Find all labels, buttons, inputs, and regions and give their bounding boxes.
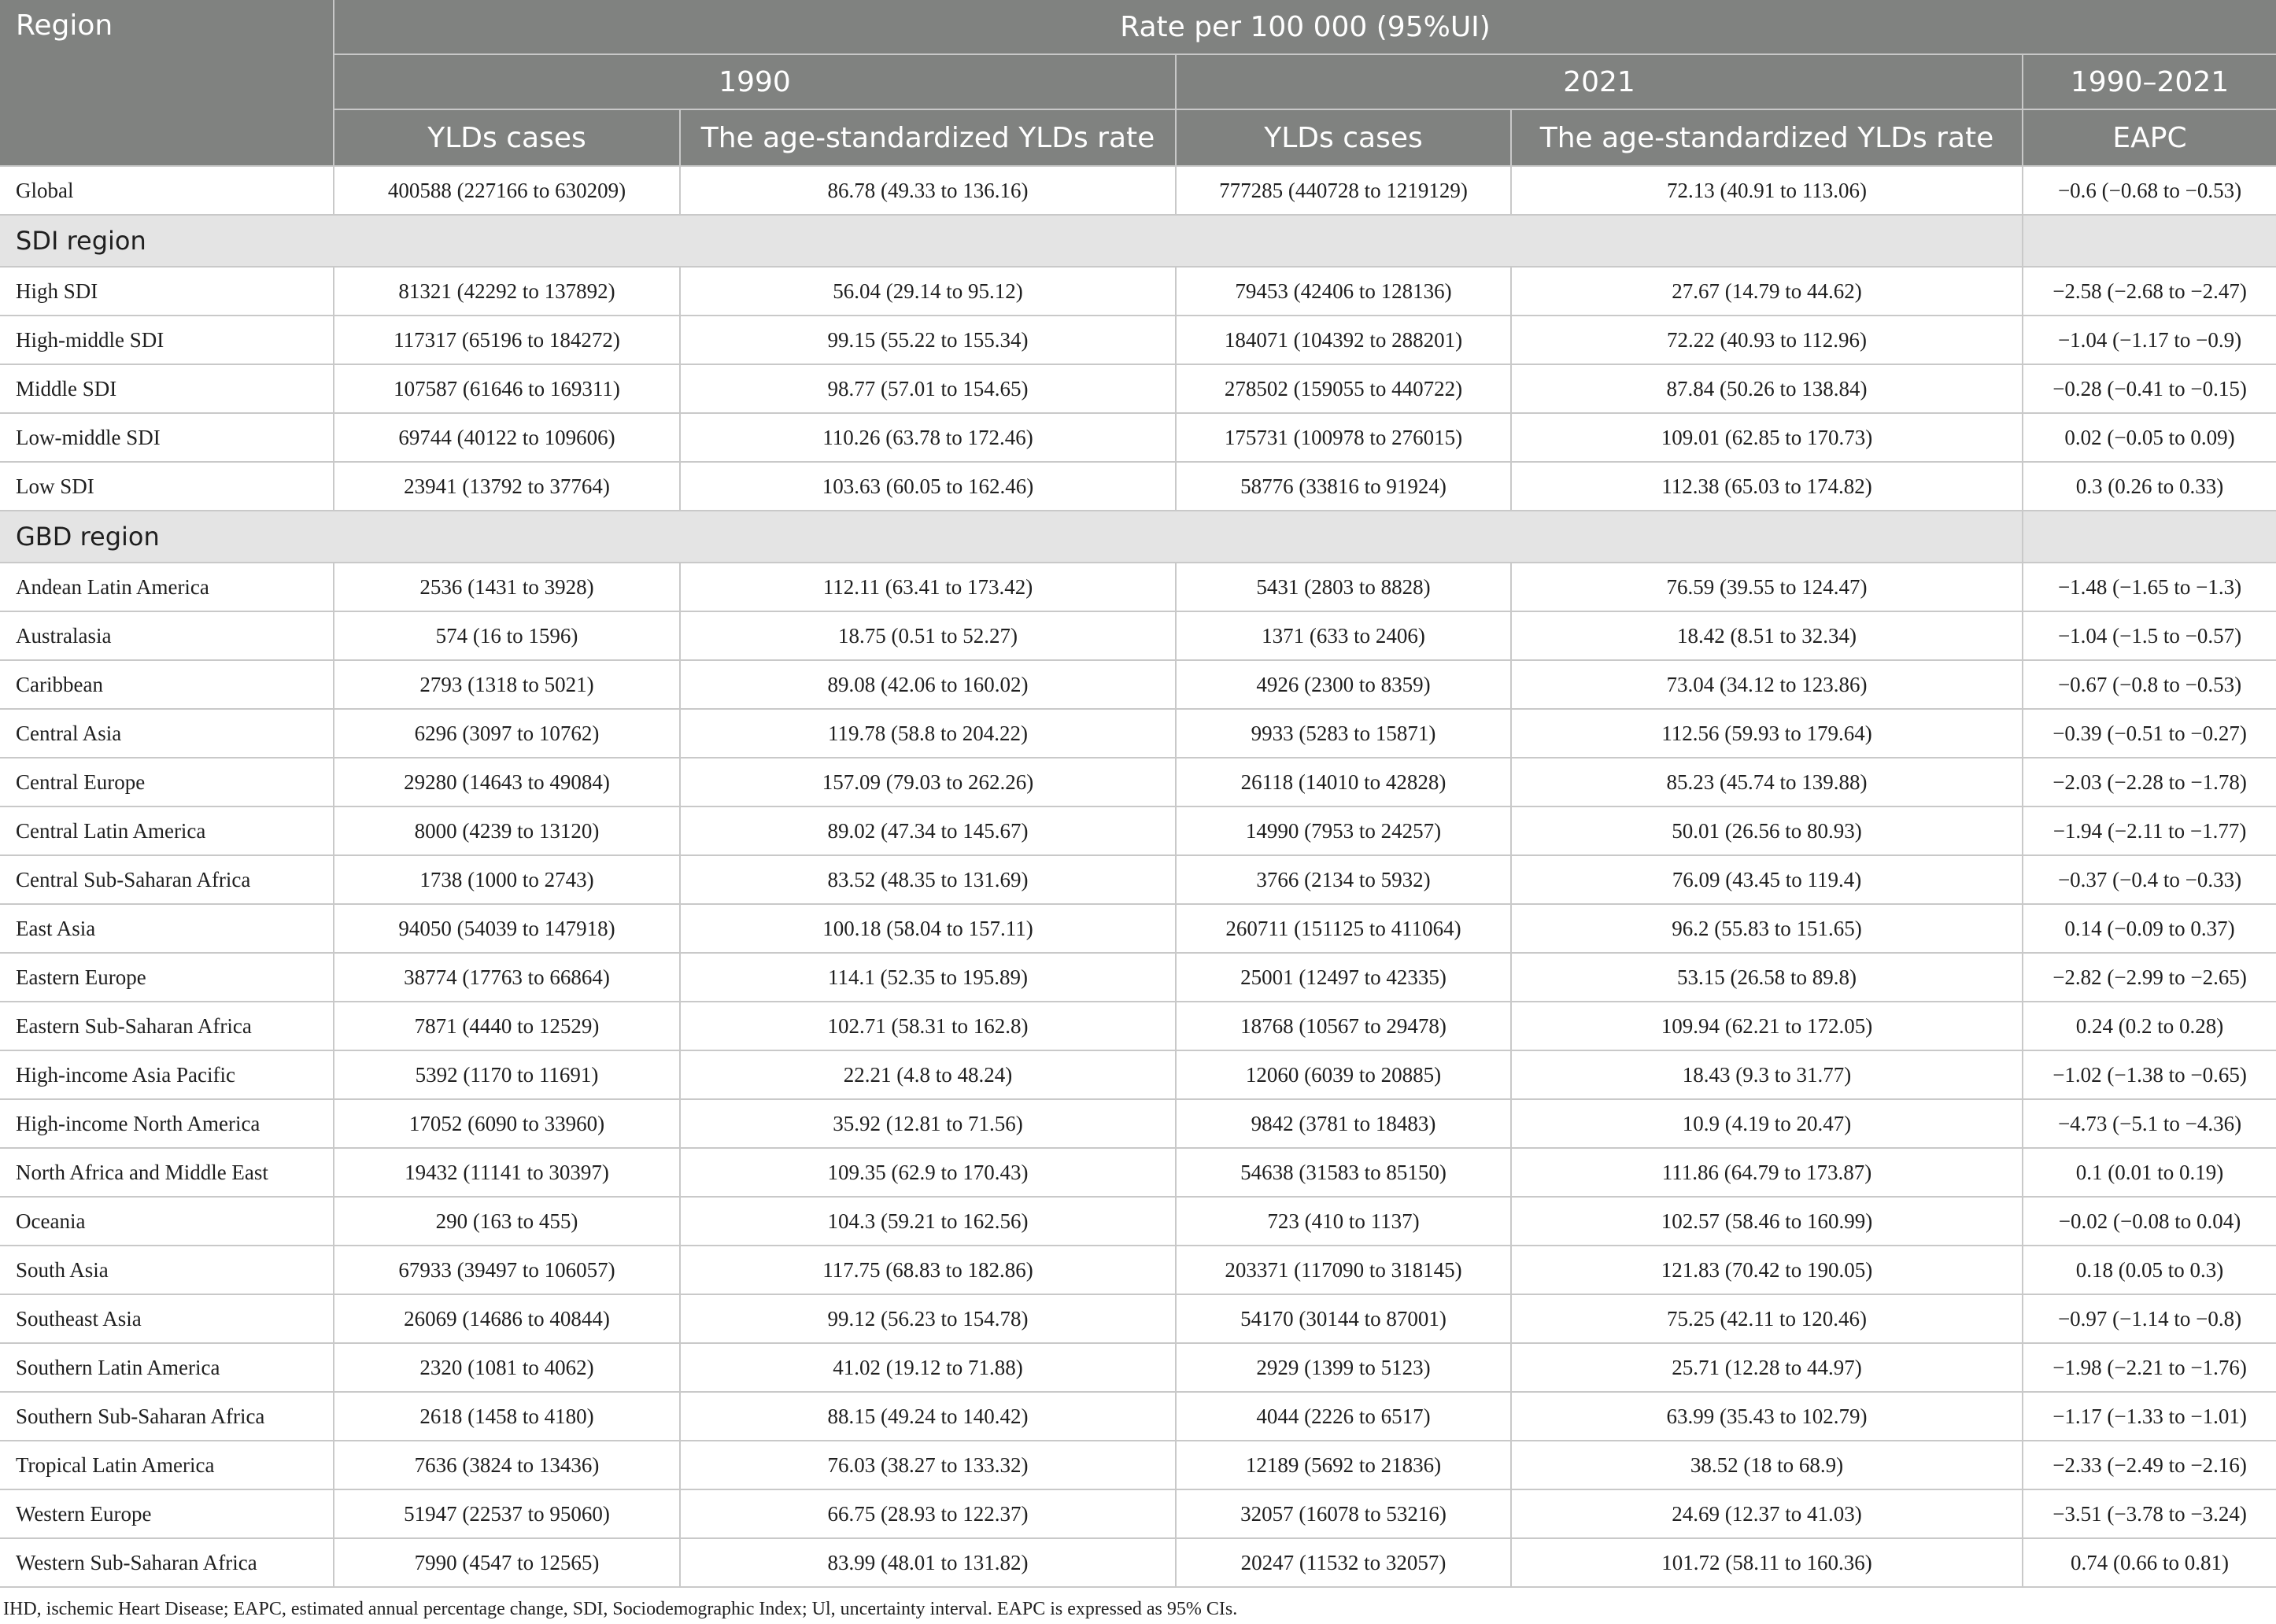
rate-2021-cell: 87.84 (50.26 to 138.84) bbox=[1511, 364, 2023, 413]
rate-1990-cell: 114.1 (52.35 to 195.89) bbox=[680, 953, 1176, 1002]
table-row bbox=[0, 1246, 2276, 1294]
eapc-cell: −0.39 (−0.51 to −0.27) bbox=[2023, 709, 2276, 758]
cases-1990-cell: 29280 (14643 to 49084) bbox=[334, 758, 680, 806]
rate-2021-cell: 76.59 (39.55 to 124.47) bbox=[1511, 563, 2023, 611]
rate-2021-cell: 72.22 (40.93 to 112.96) bbox=[1511, 316, 2023, 364]
cases-1990-cell: 19432 (11141 to 30397) bbox=[334, 1148, 680, 1197]
table-row bbox=[0, 413, 2276, 462]
table-row bbox=[0, 1538, 2276, 1587]
cases-2021-cell: 723 (410 to 1137) bbox=[1176, 1197, 1511, 1246]
eapc-header: EAPC bbox=[2023, 109, 2276, 166]
rate-1990-cell: 103.63 (60.05 to 162.46) bbox=[680, 462, 1176, 511]
region-cell: Low-middle SDI bbox=[0, 413, 334, 462]
rate-1990-cell: 83.99 (48.01 to 131.82) bbox=[680, 1538, 1176, 1587]
region-cell: High-income Asia Pacific bbox=[0, 1050, 334, 1099]
cases-1990-cell: 1738 (1000 to 2743) bbox=[334, 855, 680, 904]
cases-2021-cell: 203371 (117090 to 318145) bbox=[1176, 1246, 1511, 1294]
year-1990-header: 1990 bbox=[334, 54, 1176, 109]
rate-1990-cell: 117.75 (68.83 to 182.86) bbox=[680, 1246, 1176, 1294]
rate-1990-cell: 99.12 (56.23 to 154.78) bbox=[680, 1294, 1176, 1343]
table-row bbox=[0, 1002, 2276, 1050]
cases-1990-cell: 574 (16 to 1596) bbox=[334, 611, 680, 660]
rate-2021-cell: 76.09 (43.45 to 119.4) bbox=[1511, 855, 2023, 904]
cases-1990-cell: 51947 (22537 to 95060) bbox=[334, 1489, 680, 1538]
rate-2021-cell: 53.15 (26.58 to 89.8) bbox=[1511, 953, 2023, 1002]
eapc-cell: −0.37 (−0.4 to −0.33) bbox=[2023, 855, 2276, 904]
rate-2021-cell: 109.01 (62.85 to 170.73) bbox=[1511, 413, 2023, 462]
rate-1990-cell: 89.08 (42.06 to 160.02) bbox=[680, 660, 1176, 709]
eapc-cell: 0.74 (0.66 to 0.81) bbox=[2023, 1538, 2276, 1587]
table-body bbox=[0, 166, 2276, 1587]
region-cell: East Asia bbox=[0, 904, 334, 953]
cases-1990-cell: 67933 (39497 to 106057) bbox=[334, 1246, 680, 1294]
eapc-cell: −1.04 (−1.5 to −0.57) bbox=[2023, 611, 2276, 660]
rate-1990-cell: 56.04 (29.14 to 95.12) bbox=[680, 267, 1176, 316]
rate-2021-cell: 63.99 (35.43 to 102.79) bbox=[1511, 1392, 2023, 1441]
rate-1990-cell: 86.78 (49.33 to 136.16) bbox=[680, 166, 1176, 215]
eapc-cell: −2.58 (−2.68 to −2.47) bbox=[2023, 267, 2276, 316]
region-cell: Eastern Sub-Saharan Africa bbox=[0, 1002, 334, 1050]
region-column-header: Region bbox=[0, 0, 334, 166]
rate-1990-cell: 66.75 (28.93 to 122.37) bbox=[680, 1489, 1176, 1538]
rate-1990-cell: 99.15 (55.22 to 155.34) bbox=[680, 316, 1176, 364]
region-cell: Oceania bbox=[0, 1197, 334, 1246]
table-row bbox=[0, 563, 2276, 611]
region-cell: Southern Latin America bbox=[0, 1343, 334, 1392]
year-2021-header: 2021 bbox=[1176, 54, 2023, 109]
rate-2021-cell: 101.72 (58.11 to 160.36) bbox=[1511, 1538, 2023, 1587]
region-cell: Southern Sub-Saharan Africa bbox=[0, 1392, 334, 1441]
eapc-cell: −0.28 (−0.41 to −0.15) bbox=[2023, 364, 2276, 413]
table-row bbox=[0, 806, 2276, 855]
rate-1990-cell: 88.15 (49.24 to 140.42) bbox=[680, 1392, 1176, 1441]
table-row bbox=[0, 364, 2276, 413]
cases-2021-cell: 18768 (10567 to 29478) bbox=[1176, 1002, 1511, 1050]
rate-2021-cell: 25.71 (12.28 to 44.97) bbox=[1511, 1343, 2023, 1392]
table-row bbox=[0, 462, 2276, 511]
rate-1990-cell: 18.75 (0.51 to 52.27) bbox=[680, 611, 1176, 660]
table-row bbox=[0, 953, 2276, 1002]
eapc-cell: 0.14 (−0.09 to 0.37) bbox=[2023, 904, 2276, 953]
eapc-cell: −3.51 (−3.78 to −3.24) bbox=[2023, 1489, 2276, 1538]
rate-1990-cell: 89.02 (47.34 to 145.67) bbox=[680, 806, 1176, 855]
cases-2021-cell: 4044 (2226 to 6517) bbox=[1176, 1392, 1511, 1441]
eapc-cell: −1.02 (−1.38 to −0.65) bbox=[2023, 1050, 2276, 1099]
cases-1990-cell: 107587 (61646 to 169311) bbox=[334, 364, 680, 413]
rate-2021-cell: 112.56 (59.93 to 179.64) bbox=[1511, 709, 2023, 758]
eapc-cell: −0.67 (−0.8 to −0.53) bbox=[2023, 660, 2276, 709]
table-row bbox=[0, 1148, 2276, 1197]
cases-2021-cell: 25001 (12497 to 42335) bbox=[1176, 953, 1511, 1002]
rate-1990-cell: 35.92 (12.81 to 71.56) bbox=[680, 1099, 1176, 1148]
eapc-cell: −2.33 (−2.49 to −2.16) bbox=[2023, 1441, 2276, 1489]
region-cell: High-income North America bbox=[0, 1099, 334, 1148]
cases-1990-cell: 400588 (227166 to 630209) bbox=[334, 166, 680, 215]
rate-1990-cell: 119.78 (58.8 to 204.22) bbox=[680, 709, 1176, 758]
cases-1990-cell: 94050 (54039 to 147918) bbox=[334, 904, 680, 953]
region-cell: Central Europe bbox=[0, 758, 334, 806]
cases-1990-cell: 2536 (1431 to 3928) bbox=[334, 563, 680, 611]
region-cell: Australasia bbox=[0, 611, 334, 660]
rate-1990-cell: 110.26 (63.78 to 172.46) bbox=[680, 413, 1176, 462]
rate-2021-cell: 27.67 (14.79 to 44.62) bbox=[1511, 267, 2023, 316]
rate-2021-cell: 10.9 (4.19 to 20.47) bbox=[1511, 1099, 2023, 1148]
region-cell: Middle SDI bbox=[0, 364, 334, 413]
rate-1990-cell: 22.21 (4.8 to 48.24) bbox=[680, 1050, 1176, 1099]
cases-1990-cell: 23941 (13792 to 37764) bbox=[334, 462, 680, 511]
sdi-section-header bbox=[0, 215, 2276, 267]
cases-1990-cell: 17052 (6090 to 33960) bbox=[334, 1099, 680, 1148]
cases-2021-cell: 79453 (42406 to 128136) bbox=[1176, 267, 1511, 316]
region-cell: Southeast Asia bbox=[0, 1294, 334, 1343]
region-cell: Low SDI bbox=[0, 462, 334, 511]
rate-group-header: Rate per 100 000 (95%UI) bbox=[334, 0, 2276, 54]
table-row bbox=[0, 660, 2276, 709]
cases-1990-cell: 7990 (4547 to 12565) bbox=[334, 1538, 680, 1587]
region-cell: Central Sub-Saharan Africa bbox=[0, 855, 334, 904]
cases-2021-cell: 777285 (440728 to 1219129) bbox=[1176, 166, 1511, 215]
eapc-cell: −0.02 (−0.08 to 0.04) bbox=[2023, 1197, 2276, 1246]
rate-1990-cell: 41.02 (19.12 to 71.88) bbox=[680, 1343, 1176, 1392]
eapc-cell: −2.03 (−2.28 to −1.78) bbox=[2023, 758, 2276, 806]
rate-1990-cell: 83.52 (48.35 to 131.69) bbox=[680, 855, 1176, 904]
cases-1990-cell: 81321 (42292 to 137892) bbox=[334, 267, 680, 316]
eapc-cell: −1.04 (−1.17 to −0.9) bbox=[2023, 316, 2276, 364]
table-row bbox=[0, 709, 2276, 758]
cases-1990-cell: 117317 (65196 to 184272) bbox=[334, 316, 680, 364]
rate-1990-cell: 104.3 (59.21 to 162.56) bbox=[680, 1197, 1176, 1246]
region-cell: Eastern Europe bbox=[0, 953, 334, 1002]
rate-1990-cell: 112.11 (63.41 to 173.42) bbox=[680, 563, 1176, 611]
cases-1990-cell: 69744 (40122 to 109606) bbox=[334, 413, 680, 462]
rate-2021-cell: 18.43 (9.3 to 31.77) bbox=[1511, 1050, 2023, 1099]
rate-1990-cell: 157.09 (79.03 to 262.26) bbox=[680, 758, 1176, 806]
table-row bbox=[0, 316, 2276, 364]
cases-2021-cell: 54638 (31583 to 85150) bbox=[1176, 1148, 1511, 1197]
global-row bbox=[0, 166, 2276, 215]
section-empty-cell bbox=[2023, 511, 2276, 563]
rate-2021-cell: 72.13 (40.91 to 113.06) bbox=[1511, 166, 2023, 215]
cases-2021-cell: 26118 (14010 to 42828) bbox=[1176, 758, 1511, 806]
cases-2021-cell: 54170 (30144 to 87001) bbox=[1176, 1294, 1511, 1343]
rate-2021-header: The age-standardized YLDs rate bbox=[1511, 109, 2023, 166]
region-cell: Western Sub-Saharan Africa bbox=[0, 1538, 334, 1587]
table-row bbox=[0, 1392, 2276, 1441]
table-row bbox=[0, 611, 2276, 660]
region-cell: High-middle SDI bbox=[0, 316, 334, 364]
rate-2021-cell: 50.01 (26.56 to 80.93) bbox=[1511, 806, 2023, 855]
table-row bbox=[0, 1197, 2276, 1246]
region-cell: High SDI bbox=[0, 267, 334, 316]
eapc-cell: −1.48 (−1.65 to −1.3) bbox=[2023, 563, 2276, 611]
cases-2021-cell: 278502 (159055 to 440722) bbox=[1176, 364, 1511, 413]
rate-2021-cell: 73.04 (34.12 to 123.86) bbox=[1511, 660, 2023, 709]
rate-2021-cell: 75.25 (42.11 to 120.46) bbox=[1511, 1294, 2023, 1343]
cases-2021-cell: 3766 (2134 to 5932) bbox=[1176, 855, 1511, 904]
cases-2021-header: YLDs cases bbox=[1176, 109, 1511, 166]
eapc-cell: −1.94 (−2.11 to −1.77) bbox=[2023, 806, 2276, 855]
eapc-cell: −1.17 (−1.33 to −1.01) bbox=[2023, 1392, 2276, 1441]
region-cell: South Asia bbox=[0, 1246, 334, 1294]
rate-1990-header: The age-standardized YLDs rate bbox=[680, 109, 1176, 166]
table-row bbox=[0, 1099, 2276, 1148]
table-row bbox=[0, 1489, 2276, 1538]
rate-2021-cell: 85.23 (45.74 to 139.88) bbox=[1511, 758, 2023, 806]
cases-2021-cell: 5431 (2803 to 8828) bbox=[1176, 563, 1511, 611]
cases-2021-cell: 9933 (5283 to 15871) bbox=[1176, 709, 1511, 758]
rate-1990-cell: 109.35 (62.9 to 170.43) bbox=[680, 1148, 1176, 1197]
cases-2021-cell: 175731 (100978 to 276015) bbox=[1176, 413, 1511, 462]
eapc-cell: 0.3 (0.26 to 0.33) bbox=[2023, 462, 2276, 511]
table-row bbox=[0, 1343, 2276, 1392]
eapc-cell: 0.1 (0.01 to 0.19) bbox=[2023, 1148, 2276, 1197]
cases-2021-cell: 9842 (3781 to 18483) bbox=[1176, 1099, 1511, 1148]
cases-2021-cell: 12189 (5692 to 21836) bbox=[1176, 1441, 1511, 1489]
section-empty-cell bbox=[2023, 215, 2276, 267]
cases-1990-cell: 26069 (14686 to 40844) bbox=[334, 1294, 680, 1343]
rate-2021-cell: 102.57 (58.46 to 160.99) bbox=[1511, 1197, 2023, 1246]
cases-1990-cell: 290 (163 to 455) bbox=[334, 1197, 680, 1246]
cases-1990-cell: 2320 (1081 to 4062) bbox=[334, 1343, 680, 1392]
eapc-cell: −4.73 (−5.1 to −4.36) bbox=[2023, 1099, 2276, 1148]
eapc-cell: −0.6 (−0.68 to −0.53) bbox=[2023, 166, 2276, 215]
cases-2021-cell: 20247 (11532 to 32057) bbox=[1176, 1538, 1511, 1587]
section-label: GBD region bbox=[0, 511, 2023, 563]
eapc-cell: 0.02 (−0.05 to 0.09) bbox=[2023, 413, 2276, 462]
cases-2021-cell: 58776 (33816 to 91924) bbox=[1176, 462, 1511, 511]
rate-2021-cell: 38.52 (18 to 68.9) bbox=[1511, 1441, 2023, 1489]
table-row bbox=[0, 1441, 2276, 1489]
table-row bbox=[0, 1050, 2276, 1099]
cases-2021-cell: 2929 (1399 to 5123) bbox=[1176, 1343, 1511, 1392]
table-header bbox=[0, 0, 2276, 166]
region-cell: Central Asia bbox=[0, 709, 334, 758]
table-footnote: IHD, ischemic Heart Disease; EAPC, estimated annual percentage change, SDI, Sociodemographic Index; Ul, uncertainty interval. EAPC is expressed as 95% CIs. bbox=[3, 1599, 1238, 1619]
cases-1990-cell: 7871 (4440 to 12529) bbox=[334, 1002, 680, 1050]
region-cell: Western Europe bbox=[0, 1489, 334, 1538]
cases-1990-cell: 2618 (1458 to 4180) bbox=[334, 1392, 680, 1441]
eapc-cell: 0.24 (0.2 to 0.28) bbox=[2023, 1002, 2276, 1050]
eapc-cell: −2.82 (−2.99 to −2.65) bbox=[2023, 953, 2276, 1002]
rate-2021-cell: 18.42 (8.51 to 32.34) bbox=[1511, 611, 2023, 660]
rate-1990-cell: 102.71 (58.31 to 162.8) bbox=[680, 1002, 1176, 1050]
year-range-header: 1990–2021 bbox=[2023, 54, 2276, 109]
region-cell: North Africa and Middle East bbox=[0, 1148, 334, 1197]
region-cell: Andean Latin America bbox=[0, 563, 334, 611]
region-cell: Central Latin America bbox=[0, 806, 334, 855]
section-label: SDI region bbox=[0, 215, 2023, 267]
cases-1990-cell: 5392 (1170 to 11691) bbox=[334, 1050, 680, 1099]
rate-2021-cell: 112.38 (65.03 to 174.82) bbox=[1511, 462, 2023, 511]
cases-1990-cell: 38774 (17763 to 66864) bbox=[334, 953, 680, 1002]
cases-2021-cell: 32057 (16078 to 53216) bbox=[1176, 1489, 1511, 1538]
table-row bbox=[0, 267, 2276, 316]
cases-1990-header: YLDs cases bbox=[334, 109, 680, 166]
rate-2021-cell: 121.83 (70.42 to 190.05) bbox=[1511, 1246, 2023, 1294]
cases-2021-cell: 184071 (104392 to 288201) bbox=[1176, 316, 1511, 364]
rate-2021-cell: 24.69 (12.37 to 41.03) bbox=[1511, 1489, 2023, 1538]
rate-1990-cell: 100.18 (58.04 to 157.11) bbox=[680, 904, 1176, 953]
cases-1990-cell: 7636 (3824 to 13436) bbox=[334, 1441, 680, 1489]
cases-1990-cell: 8000 (4239 to 13120) bbox=[334, 806, 680, 855]
rate-1990-cell: 98.77 (57.01 to 154.65) bbox=[680, 364, 1176, 413]
region-cell: Tropical Latin America bbox=[0, 1441, 334, 1489]
table-row bbox=[0, 855, 2276, 904]
table-row bbox=[0, 758, 2276, 806]
rate-2021-cell: 111.86 (64.79 to 173.87) bbox=[1511, 1148, 2023, 1197]
gbd-section-header bbox=[0, 511, 2276, 563]
region-cell: Caribbean bbox=[0, 660, 334, 709]
table-row bbox=[0, 1294, 2276, 1343]
cases-2021-cell: 12060 (6039 to 20885) bbox=[1176, 1050, 1511, 1099]
region-cell: Global bbox=[0, 166, 334, 215]
rate-2021-cell: 96.2 (55.83 to 151.65) bbox=[1511, 904, 2023, 953]
cases-1990-cell: 2793 (1318 to 5021) bbox=[334, 660, 680, 709]
cases-2021-cell: 1371 (633 to 2406) bbox=[1176, 611, 1511, 660]
rate-2021-cell: 109.94 (62.21 to 172.05) bbox=[1511, 1002, 2023, 1050]
cases-2021-cell: 14990 (7953 to 24257) bbox=[1176, 806, 1511, 855]
eapc-cell: 0.18 (0.05 to 0.3) bbox=[2023, 1246, 2276, 1294]
eapc-cell: −0.97 (−1.14 to −0.8) bbox=[2023, 1294, 2276, 1343]
cases-2021-cell: 260711 (151125 to 411064) bbox=[1176, 904, 1511, 953]
eapc-cell: −1.98 (−2.21 to −1.76) bbox=[2023, 1343, 2276, 1392]
cases-1990-cell: 6296 (3097 to 10762) bbox=[334, 709, 680, 758]
table-row bbox=[0, 904, 2276, 953]
rate-1990-cell: 76.03 (38.27 to 133.32) bbox=[680, 1441, 1176, 1489]
cases-2021-cell: 4926 (2300 to 8359) bbox=[1176, 660, 1511, 709]
